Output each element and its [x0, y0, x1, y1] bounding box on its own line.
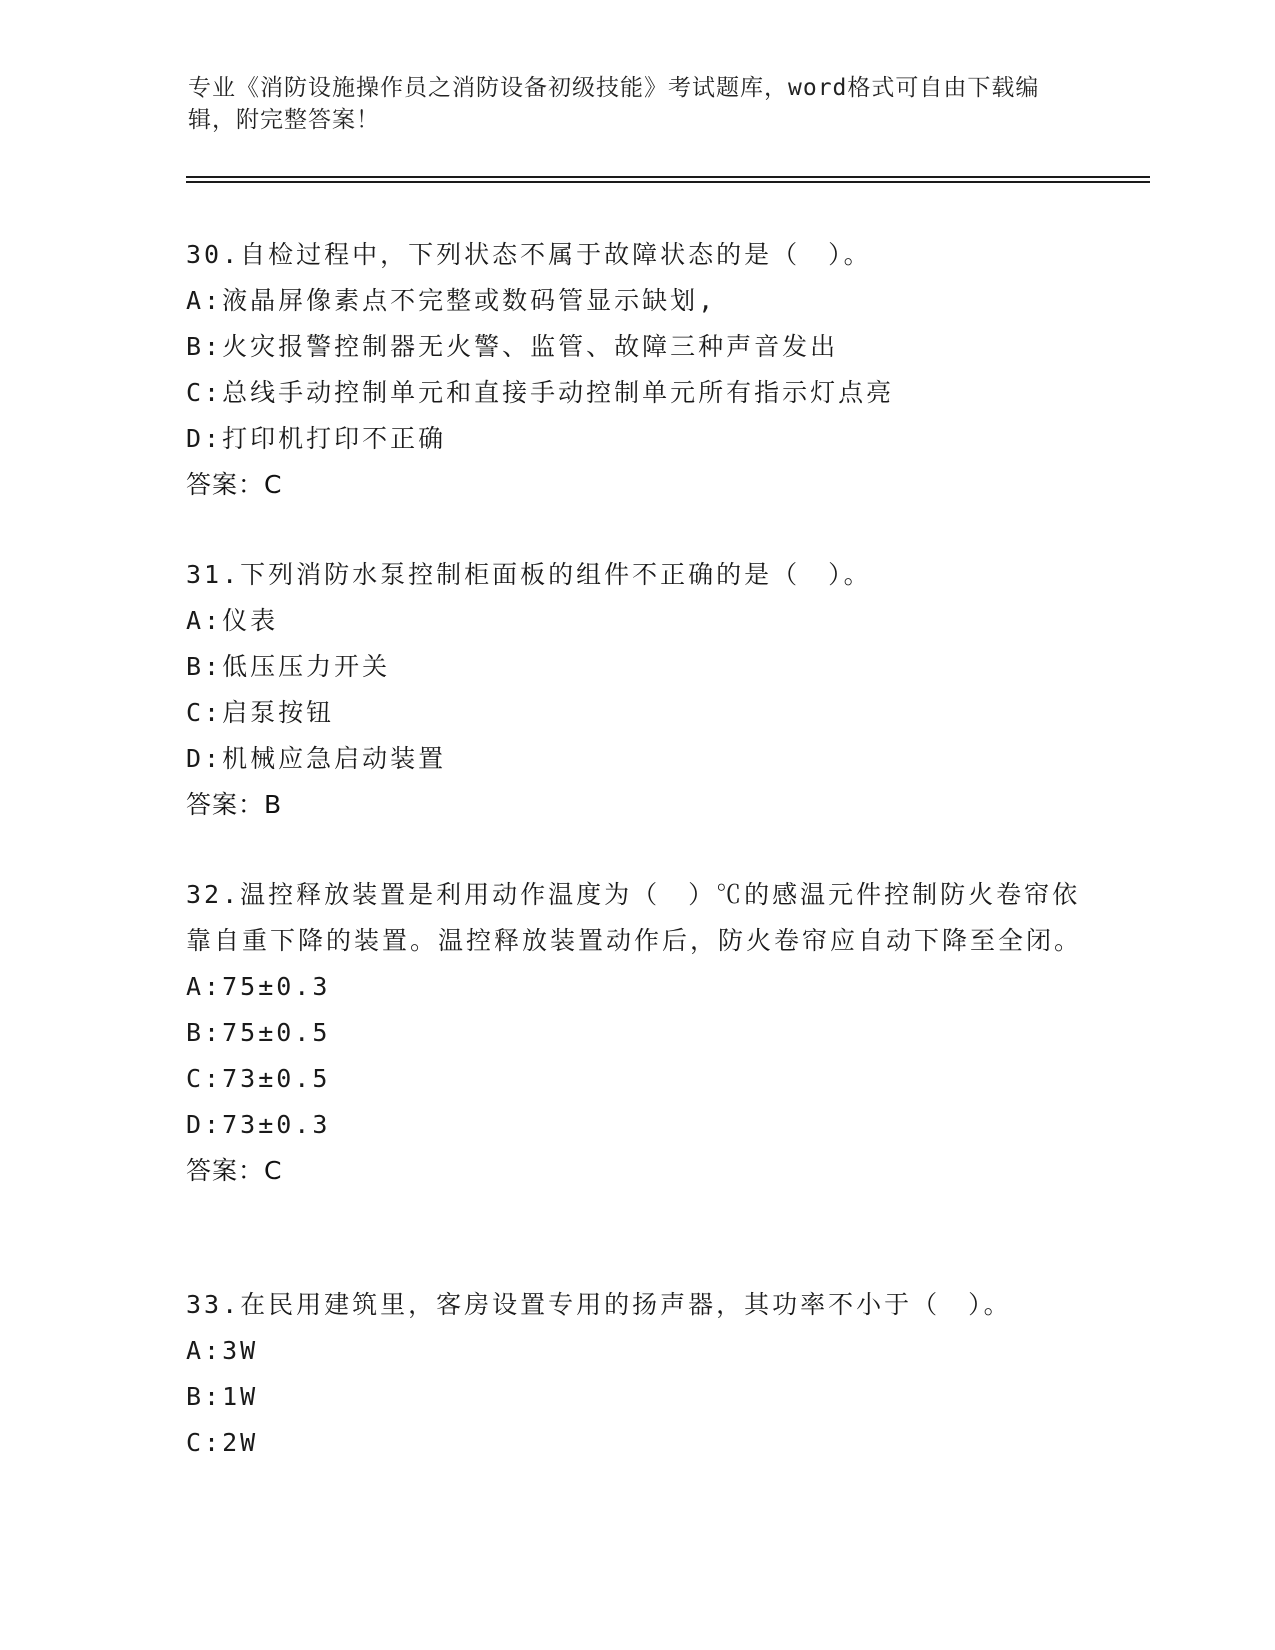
option-c: C:2W: [186, 1428, 259, 1457]
option-c: C:总线手动控制单元和直接手动控制单元所有指示灯点亮: [186, 378, 895, 407]
option-a: A:液晶屏像素点不完整或数码管显示缺划,: [186, 286, 717, 315]
question-stem: 30.自检过程中，下列状态不属于故障状态的是（ ）。: [186, 240, 872, 269]
option-b: B:低压压力开关: [186, 652, 391, 681]
option-b: B:75±0.5: [186, 1018, 331, 1047]
header-divider-bottom: [186, 181, 1150, 183]
option-d: D:机械应急启动装置: [186, 744, 447, 773]
option-b: B:火灾报警控制器无火警、监管、故障三种声音发出: [186, 332, 839, 361]
question-30: [186, 232, 1086, 508]
document-header: 专业《消防设施操作员之消防设备初级技能》考试题库，word格式可自由下载编辑，附完整答案！: [188, 75, 1040, 133]
answer-line: 答案：C: [186, 470, 283, 499]
answer-line: 答案：B: [186, 790, 283, 819]
question-31: [186, 552, 1086, 828]
answer-line: 答案：C: [186, 1156, 283, 1185]
option-a: A:3W: [186, 1336, 259, 1365]
option-d: D:73±0.3: [186, 1110, 331, 1139]
question-stem: 31.下列消防水泵控制柜面板的组件不正确的是（ ）。: [186, 560, 872, 589]
option-c: C:启泵按钮: [186, 698, 335, 727]
question-stem: 32.温控释放装置是利用动作温度为（ ）℃的感温元件控制防火卷帘依靠自重下降的装置。温控释放装置动作后，防火卷帘应自动下降至全闭。: [186, 880, 1083, 955]
option-a: A:仪表: [186, 606, 279, 635]
option-b: B:1W: [186, 1382, 259, 1411]
header-divider-top: [186, 176, 1150, 178]
option-a: A:75±0.3: [186, 972, 331, 1001]
question-32: [186, 872, 1086, 1194]
question-stem: 33.在民用建筑里，客房设置专用的扬声器，其功率不小于（ ）。: [186, 1290, 1012, 1319]
question-33: [186, 1282, 1086, 1466]
option-c: C:73±0.5: [186, 1064, 331, 1093]
option-d: D:打印机打印不正确: [186, 424, 447, 453]
